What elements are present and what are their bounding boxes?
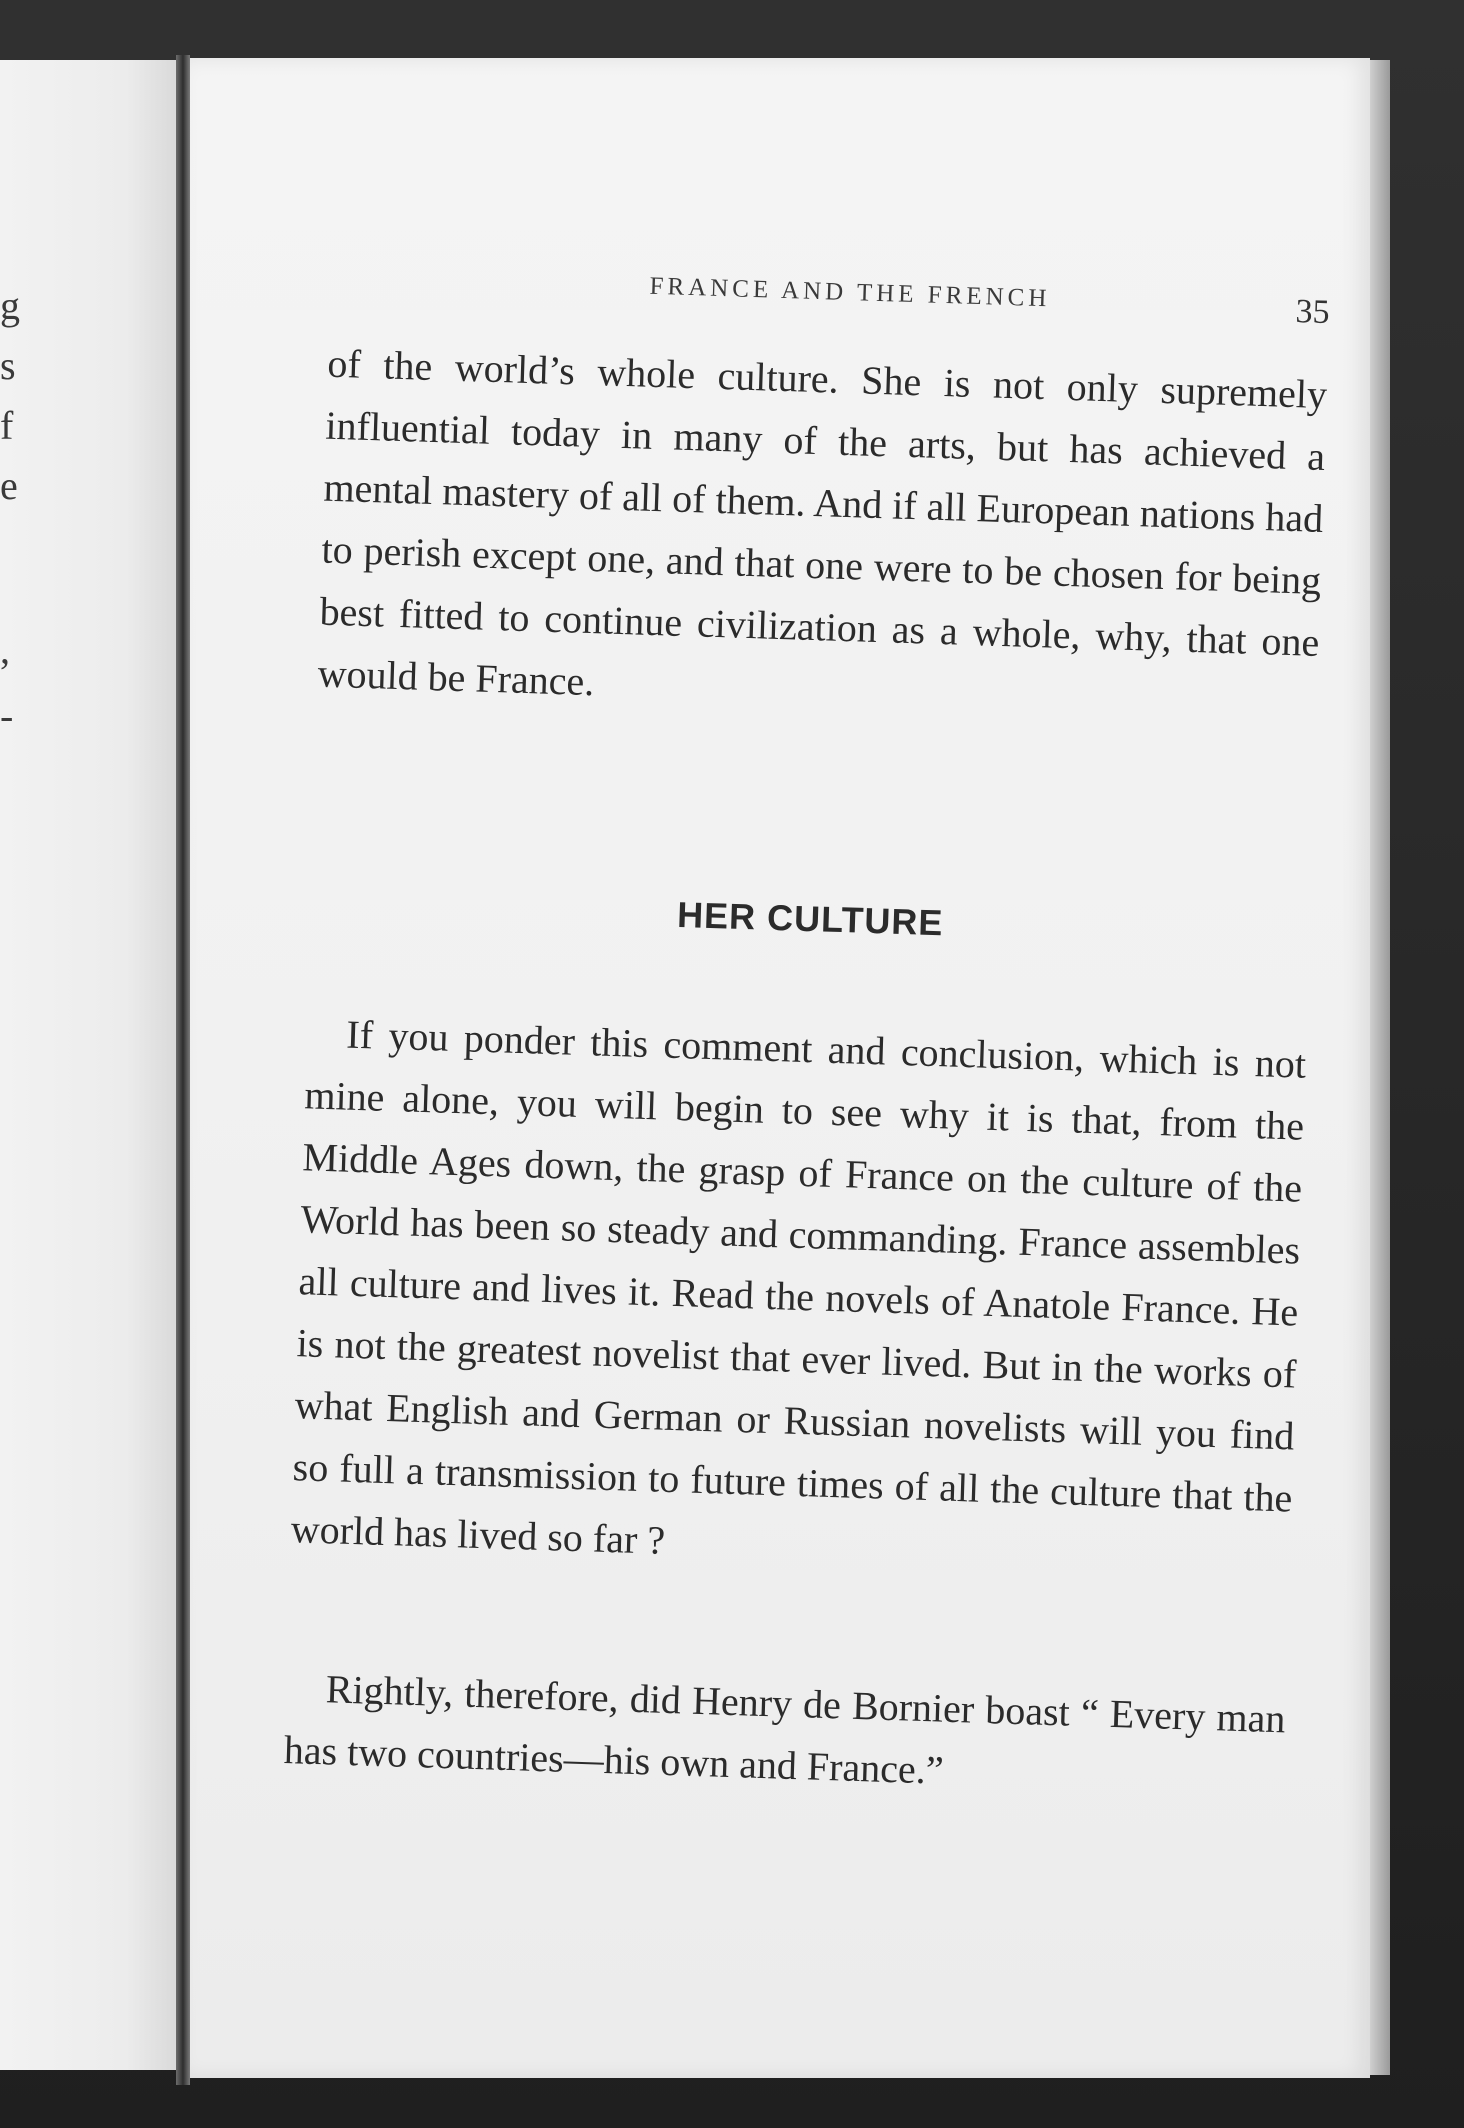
facing-page-left xyxy=(0,60,180,2070)
page-content xyxy=(279,223,1332,1954)
cut-letter: , xyxy=(0,627,10,672)
cut-letter: f xyxy=(0,403,14,448)
cut-letter: s xyxy=(0,343,16,388)
book-page xyxy=(190,58,1370,2078)
paragraph-3: Rightly, therefore, did Henry de Bornier boast “ Every man has two countries—his own and France.” xyxy=(283,1666,1287,1793)
cut-letter: g xyxy=(0,283,20,328)
section-heading: HER CULTURE xyxy=(676,893,945,944)
cut-letter: - xyxy=(0,693,14,738)
book-gutter xyxy=(176,55,190,2085)
running-title: FRANCE AND THE FRENCH xyxy=(649,272,1051,313)
paragraph-2: If you ponder this comment and conclusion, which is not mine alone, you will begin to see why it is that, from the Middle Ages down, the grasp of France on the culture of the World has been so steady and commanding. France assembles all culture and lives it. Read the novels of Anatole France. He is not the greatest novelist that ever lived. But in the works of what English and German or Russian novelists will you find so full a transmission to future times of all the culture that the world has lived so far ? xyxy=(290,1011,1307,1563)
cut-letter: e xyxy=(0,463,18,508)
facing-page-cut-text xyxy=(0,60,30,2070)
page-number: 35 xyxy=(1295,293,1331,332)
paragraph-1: of the world’s whole culture. She is not only supremely influential today in many of the arts, but has achieved a mental mastery of all of them. And if all European nations had to perish except one, and that one were to be chosen for being best fitted to continue civilization as a whole, why, that one would be France. xyxy=(317,340,1328,705)
running-head xyxy=(329,263,1330,344)
page-edge xyxy=(1370,60,1390,2075)
